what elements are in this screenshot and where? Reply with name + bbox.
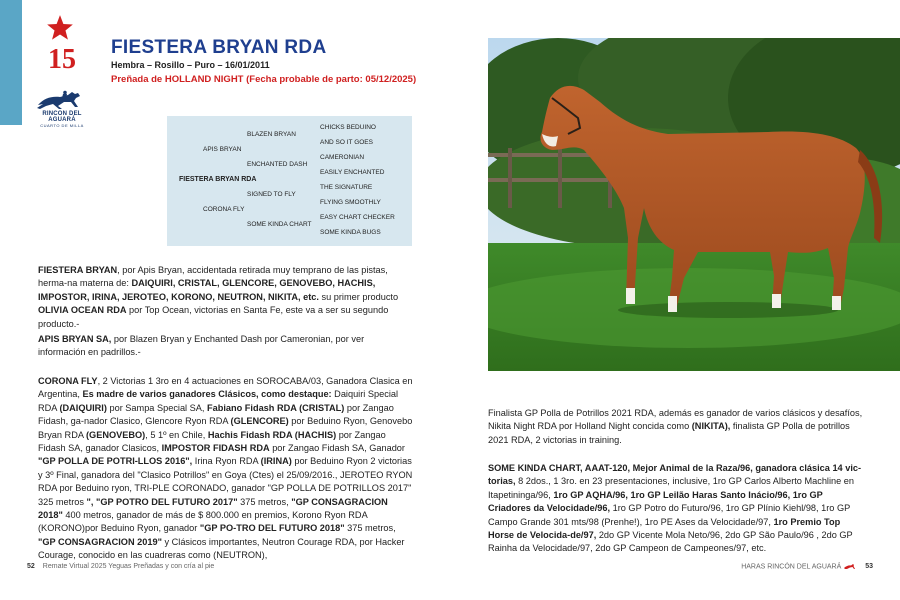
pedigree-sire-dam: ENCHANTED DASH	[247, 161, 308, 168]
text-bold: "GP CONSAGRACION 2019"	[38, 536, 162, 547]
page-number-right: 53	[865, 563, 873, 571]
text: por Zangao Fidash, ga-nador Clasico, Glencore Ryon RDA	[38, 402, 394, 427]
footer-left	[27, 563, 214, 570]
star-icon	[46, 14, 74, 42]
page-number-left: 52	[27, 563, 35, 570]
horse-details: Hembra – Rosillo – Puro – 16/01/2011	[111, 60, 270, 70]
pedigree-subject: FIESTERA BRYAN RDA	[179, 176, 257, 183]
text-bold: (NIKITA),	[691, 421, 731, 432]
lot-number: 15	[48, 44, 76, 75]
text-bold: APIS BRYAN SA,	[38, 334, 112, 344]
text: 375 metros,	[237, 496, 292, 507]
text: por Beduino Ryon, Genovebo Bryan RDA	[38, 416, 413, 440]
text: 1ro GP Potro do Futuro/96, 1ro GP Plínio Kiehl/98, 1ro GP Campo Grande 301 mts/98 (Prenhe!), 1ro PE Ases da Velocidade/97,	[488, 503, 851, 527]
horse-photo	[488, 38, 900, 371]
text-bold: (GLENCORE)	[230, 416, 289, 427]
brand-logo	[29, 90, 95, 128]
pregnancy-info: Preñada de HOLLAND NIGHT (Fecha probable de parto: 05/12/2025)	[111, 74, 417, 85]
pedigree-dam-dam: SOME KINDA CHART	[247, 221, 312, 228]
text-bold: ", "GP POTRO DEL FUTURO 2017"	[86, 496, 238, 507]
text: Finalista GP Polla de Potrillos 2021 RDA, además es ganador de varios clásicos y desafíos, Nikita Night RDA por Holland Night concida como	[488, 408, 863, 432]
horse-icon	[843, 563, 857, 570]
text: 400 metros, ganador de más de $ 800.000 en premios, Korono Ryon RDA (KORONO)por Beduino Ryon, ganador	[38, 510, 368, 534]
sidebar-stripe	[0, 0, 22, 125]
text-bold: (GENOVEBO)	[86, 429, 146, 440]
text: por Zangao Fidash SA, ganador Clasicos,	[38, 429, 386, 454]
pedigree-gen3-item: CAMERONIAN	[320, 154, 365, 161]
pedigree-gen3-item: FLYING SMOOTHLY	[320, 199, 381, 206]
text: , por Apis Bryan, accidentada retirada muy temprano de las pistas, herma-na materna de:	[38, 265, 388, 289]
text-bold: (IRINA)	[260, 456, 292, 467]
text: por Sampa Special SA,	[106, 402, 208, 413]
footer-left-text: Remate Virtual 2025 Yeguas Preñadas y con cría al pie	[42, 563, 215, 570]
text-bold: CORONA FLY	[38, 376, 98, 386]
paragraph-finalista	[488, 407, 863, 447]
brand-name: RINCON DEL AGUARÁ	[42, 111, 82, 123]
text: 8 2dos., 1 3ro. en 23 presentaciones, inclusive, 1ro GP Carlos Alberto Machline en Itapetininga/96,	[488, 476, 855, 500]
text: por Blazen Bryan y Enchanted Dash por Cameronian, por ver información en padrillos.-	[38, 334, 365, 358]
text: por Beduino Ryon 2 victorias y 3º Final, ganadora del "Clasico Potrillos" en Goya (Ctes) el 25/09/2016., JEROTEO RYON RDA por Beduino ryon, TRI-PLE CORONADO, ganador "GP POLLA DE POTRILLOS 2017" 325 metros	[38, 456, 413, 507]
text-bold: "GP PO-TRO DEL FUTURO 2018"	[199, 523, 345, 534]
text-bold: OLIVIA OCEAN RDA	[38, 305, 127, 316]
text-bold: IMPOSTOR FIDASH RDA	[161, 443, 270, 454]
text: , 2 Victorias 1 3ro en 4 actuaciones en SOROCABA/03, Ganadora Clasica en Argentina,	[38, 376, 413, 400]
text: 2do GP Vicente Mola Neto/96, 2do GP São Paulo/96 , 2do GP Rainha da Velocidade/97, 2do GP Campeon de Campeones/97, etc.	[488, 530, 853, 554]
text-bold: 1ro Premio Top Horse de Velocida-de/97,	[488, 516, 841, 541]
text: finalista GP Polla de potrillos 2021 RDA, 2 victorias in training.	[488, 421, 850, 445]
text-bold: FIESTERA BRYAN	[38, 265, 118, 275]
pedigree-gen3-item: THE SIGNATURE	[320, 184, 373, 191]
text-bold: SOME KINDA CHART, AAAT-120, Mejor Animal de la Raza/96, ganadora clásica 14 vic-torias,	[488, 463, 862, 487]
footer-right-text: HARAS RINCÓN DEL AGUARÁ	[741, 563, 842, 571]
text: y Clásicos importantes, Neutron Courage RDA, por Hacker Courage, conocido en las cuadreras como (NEUTRON),	[38, 536, 405, 561]
text: su primer producto	[318, 291, 399, 302]
pedigree-box	[167, 116, 412, 246]
paragraph-apis-bryan	[38, 333, 413, 360]
text-bold: Es madre de varios ganadores Clásicos, como destaque:	[82, 389, 332, 400]
brand-subtitle: CUARTO DE MILLA	[40, 123, 84, 128]
pedigree-dam-sire: SIGNED TO FLY	[247, 191, 296, 198]
text: 375 metros,	[344, 523, 396, 534]
paragraph-some-kinda-chart	[488, 462, 863, 556]
horse-name-title: FIESTERA BRYAN RDA	[111, 37, 327, 58]
text-bold: 1ro GP AQHA/96, 1ro GP Leilão Haras Santo Inácio/96, 1ro GP Criadores da Velocidade/96,	[488, 489, 823, 514]
text-bold: (DAIQUIRI)	[59, 402, 107, 413]
text-bold: "GP POLLA DE POTRI-LLOS 2016",	[38, 456, 193, 467]
pedigree-gen3-item: EASY CHART CHECKER	[320, 214, 395, 221]
text-bold: DAIQUIRI, CRISTAL, GLENCORE, GENOVEBO, HACHIS, IMPOSTOR, IRINA, JEROTEO, KORONO, NEUTRON, NIKITA, etc.	[38, 278, 376, 302]
paragraph-corona-fly	[38, 375, 413, 563]
pedigree-sire: APIS BRYAN	[203, 146, 242, 153]
footer-right	[741, 563, 873, 570]
pedigree-gen3-item: SOME KINDA BUGS	[320, 229, 381, 236]
pedigree-dam: CORONA FLY	[203, 206, 245, 213]
text: Daiquiri Special RDA	[38, 389, 399, 413]
pedigree-gen3-item: AND SO IT GOES	[320, 139, 373, 146]
pedigree-sire-sire: BLAZEN BRYAN	[247, 131, 296, 138]
text: , 5 1º en Chile,	[145, 429, 208, 440]
horse-rider-icon	[34, 90, 90, 110]
horse-photo-illustration	[488, 38, 900, 371]
pedigree-gen3-item: CHICKS BEDUINO	[320, 124, 376, 131]
text: por Top Ocean, victorias en Santa Fe, este va a ser su segundo producto.-	[38, 305, 389, 329]
text-bold: Fabiano Fidash RDA (CRISTAL)	[207, 402, 345, 413]
text-bold: Hachis Fidash RDA (HACHIS)	[207, 429, 337, 440]
pedigree-gen3-item: EASILY ENCHANTED	[320, 169, 385, 176]
text: por Zangao Fidash SA, Ganador	[269, 443, 405, 454]
paragraph-fiestera	[38, 264, 413, 331]
text: Irina Ryon RDA	[192, 456, 261, 467]
text-bold: "GP CONSAGRACION 2018"	[38, 496, 388, 521]
